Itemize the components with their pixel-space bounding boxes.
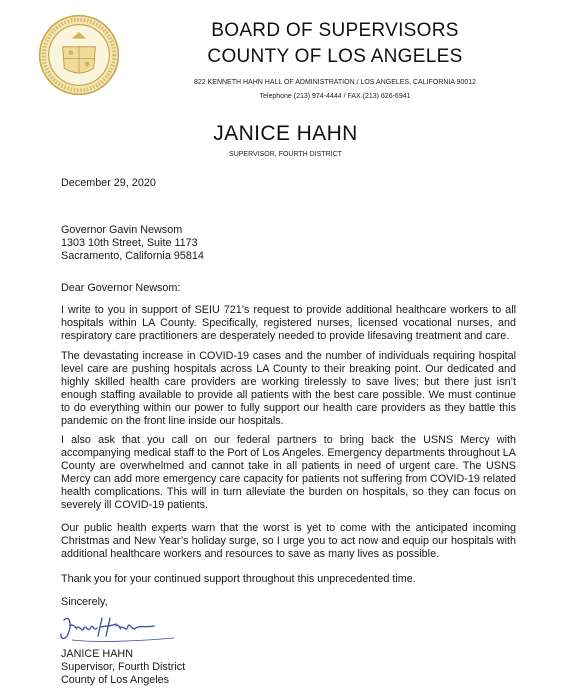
letterhead-address: 822 KENNETH HAHN HALL OF ADMINISTRATION / LOS ANGELES, CALIFORNIA 90012 xyxy=(193,79,477,86)
signer-name: JANICE HAHN xyxy=(61,648,133,660)
county-title: COUNTY OF LOS ANGELES xyxy=(207,46,463,67)
body-paragraph: I also ask that you call on our federal partners to bring back the USNS Mercy with accompanying medical staff to the Port of Los Angeles. Emergency departments throughout LA County are overwhelmed and cannot take in all patients in need of urgent care. The USNS Mercy can add more emergency care capacity for patients not suffering from COVID-19 related health complications. This will in turn alleviate the burden on hospitals, so they can focus on severely ill COVID-19 patients. xyxy=(61,434,516,511)
letterhead-phone: Telephone (213) 974-4444 / FAX (213) 626-6941 xyxy=(259,93,411,100)
board-title: BOARD OF SUPERVISORS xyxy=(211,20,459,41)
body-paragraph: The devastating increase in COVID-19 cases and the number of individuals requiring hospital level care are pushing hospitals across LA County to their breaking point. Our dedicated and highly skilled health care providers are working tirelessly to save lives; but there just isn’t enough staffing available to provide all patients with the best care possible. We must continue to do everything within our power to fully support our health care providers as they battle this pandemic on the front line inside our hospitals. xyxy=(61,350,516,427)
handwritten-signature xyxy=(58,612,178,646)
salutation: Dear Governor Newsom: xyxy=(61,282,181,294)
supervisor-name: JANICE HAHN xyxy=(213,122,358,145)
county-seal-logo xyxy=(38,14,120,96)
body-paragraph: I write to you in support of SEIU 721’s request to provide additional healthcare workers to all hospitals within LA County. Specifically, registered nurses, licensed vocational nurses, and respiratory care practitioners are desperately needed to provide lifesaving treatment and care. xyxy=(61,304,516,342)
recipient-name: Governor Gavin Newsom xyxy=(61,224,183,236)
recipient-city: Sacramento, California 95814 xyxy=(61,250,204,262)
recipient-street: 1303 10th Street, Suite 1173 xyxy=(61,237,198,249)
signer-title: Supervisor, Fourth District xyxy=(61,661,186,673)
supervisor-title: SUPERVISOR, FOURTH DISTRICT xyxy=(229,151,342,158)
letter-date: December 29, 2020 xyxy=(61,177,156,189)
body-paragraph: Our public health experts warn that the worst is yet to come with the anticipated incoming Christmas and New Year’s holiday surge, so I urge you to act now and equip our hospitals with additional healthcare workers and resources to save as many lives as possible. xyxy=(61,522,516,560)
body-paragraph: Thank you for your continued support throughout this unprecedented time. xyxy=(61,573,416,585)
signer-org: County of Los Angeles xyxy=(61,674,170,686)
closing: Sincerely, xyxy=(61,596,108,608)
